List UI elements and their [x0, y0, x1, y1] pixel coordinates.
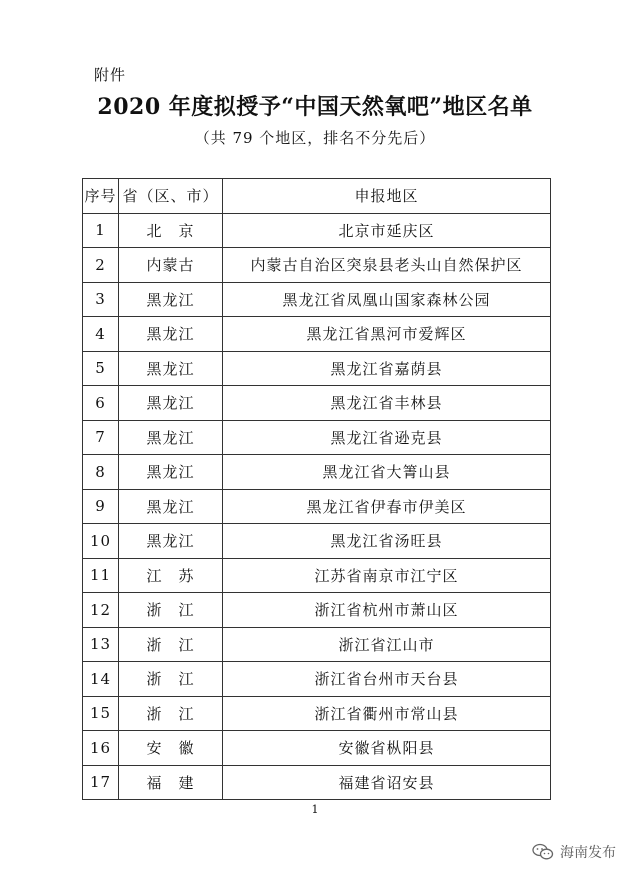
cell-number: 4: [83, 317, 119, 352]
cell-province: 浙 江: [119, 593, 223, 628]
cell-region: 浙江省江山市: [223, 627, 551, 662]
cell-region: 黑龙江省大箐山县: [223, 455, 551, 490]
cell-province: 北 京: [119, 213, 223, 248]
table-row: [83, 731, 551, 766]
cell-region: 黑龙江省黑河市爱辉区: [223, 317, 551, 352]
header-number: 序号: [83, 179, 119, 214]
table-row: [83, 524, 551, 559]
cell-number: 13: [83, 627, 119, 662]
watermark-text: 海南发布: [560, 845, 616, 861]
cell-region: 黑龙江省嘉荫县: [223, 351, 551, 386]
cell-region: 黑龙江省凤凰山国家森林公园: [223, 282, 551, 317]
header-province: 省（区、市）: [119, 179, 223, 214]
cell-region: 安徽省枞阳县: [223, 731, 551, 766]
table-header-row: [83, 179, 551, 214]
table-row: [83, 282, 551, 317]
cell-province: 黑龙江: [119, 420, 223, 455]
table-row: [83, 627, 551, 662]
table-row: [83, 317, 551, 352]
cell-province: 浙 江: [119, 662, 223, 697]
cell-number: 17: [83, 765, 119, 800]
cell-province: 福 建: [119, 765, 223, 800]
cell-number: 5: [83, 351, 119, 386]
cell-province: 黑龙江: [119, 455, 223, 490]
cell-region: 北京市延庆区: [223, 213, 551, 248]
cell-number: 14: [83, 662, 119, 697]
cell-number: 7: [83, 420, 119, 455]
table-row: [83, 213, 551, 248]
cell-province: 浙 江: [119, 627, 223, 662]
cell-region: 黑龙江省伊春市伊美区: [223, 489, 551, 524]
cell-number: 15: [83, 696, 119, 731]
cell-province: 黑龙江: [119, 524, 223, 559]
cell-province: 黑龙江: [119, 317, 223, 352]
cell-province: 安 徽: [119, 731, 223, 766]
cell-province: 黑龙江: [119, 489, 223, 524]
cell-region: 浙江省台州市天台县: [223, 662, 551, 697]
cell-number: 3: [83, 282, 119, 317]
cell-region: 黑龙江省丰林县: [223, 386, 551, 421]
cell-region: 浙江省杭州市萧山区: [223, 593, 551, 628]
cell-region: 黑龙江省汤旺县: [223, 524, 551, 559]
table-row: [83, 662, 551, 697]
table-row: [83, 489, 551, 524]
document-subtitle: （共 79 个地区，排名不分先后）: [194, 129, 436, 147]
cell-number: 2: [83, 248, 119, 283]
cell-province: 黑龙江: [119, 386, 223, 421]
table-row: [83, 386, 551, 421]
table-row: [83, 765, 551, 800]
header-region: 申报地区: [223, 179, 551, 214]
table-row: [83, 248, 551, 283]
document-title: 2020 年度拟授予“中国天然氧吧”地区名单: [97, 94, 533, 120]
table-row: [83, 593, 551, 628]
cell-province: 黑龙江: [119, 282, 223, 317]
region-list-table: [82, 178, 551, 800]
table-row: [83, 351, 551, 386]
cell-province: 内蒙古: [119, 248, 223, 283]
cell-number: 9: [83, 489, 119, 524]
attachment-label: 附件: [94, 66, 127, 84]
cell-region: 内蒙古自治区突泉县老头山自然保护区: [223, 248, 551, 283]
cell-region: 福建省诏安县: [223, 765, 551, 800]
table-row: [83, 558, 551, 593]
cell-province: 浙 江: [119, 696, 223, 731]
cell-number: 6: [83, 386, 119, 421]
cell-number: 11: [83, 558, 119, 593]
cell-number: 16: [83, 731, 119, 766]
cell-region: 浙江省衢州市常山县: [223, 696, 551, 731]
page-number: 1: [311, 803, 319, 816]
cell-number: 1: [83, 213, 119, 248]
watermark: [532, 842, 616, 862]
cell-region: 黑龙江省逊克县: [223, 420, 551, 455]
cell-province: 江 苏: [119, 558, 223, 593]
cell-number: 8: [83, 455, 119, 490]
cell-province: 黑龙江: [119, 351, 223, 386]
wechat-icon: [532, 843, 554, 861]
cell-number: 12: [83, 593, 119, 628]
table-row: [83, 455, 551, 490]
cell-region: 江苏省南京市江宁区: [223, 558, 551, 593]
table-row: [83, 420, 551, 455]
table-row: [83, 696, 551, 731]
cell-number: 10: [83, 524, 119, 559]
